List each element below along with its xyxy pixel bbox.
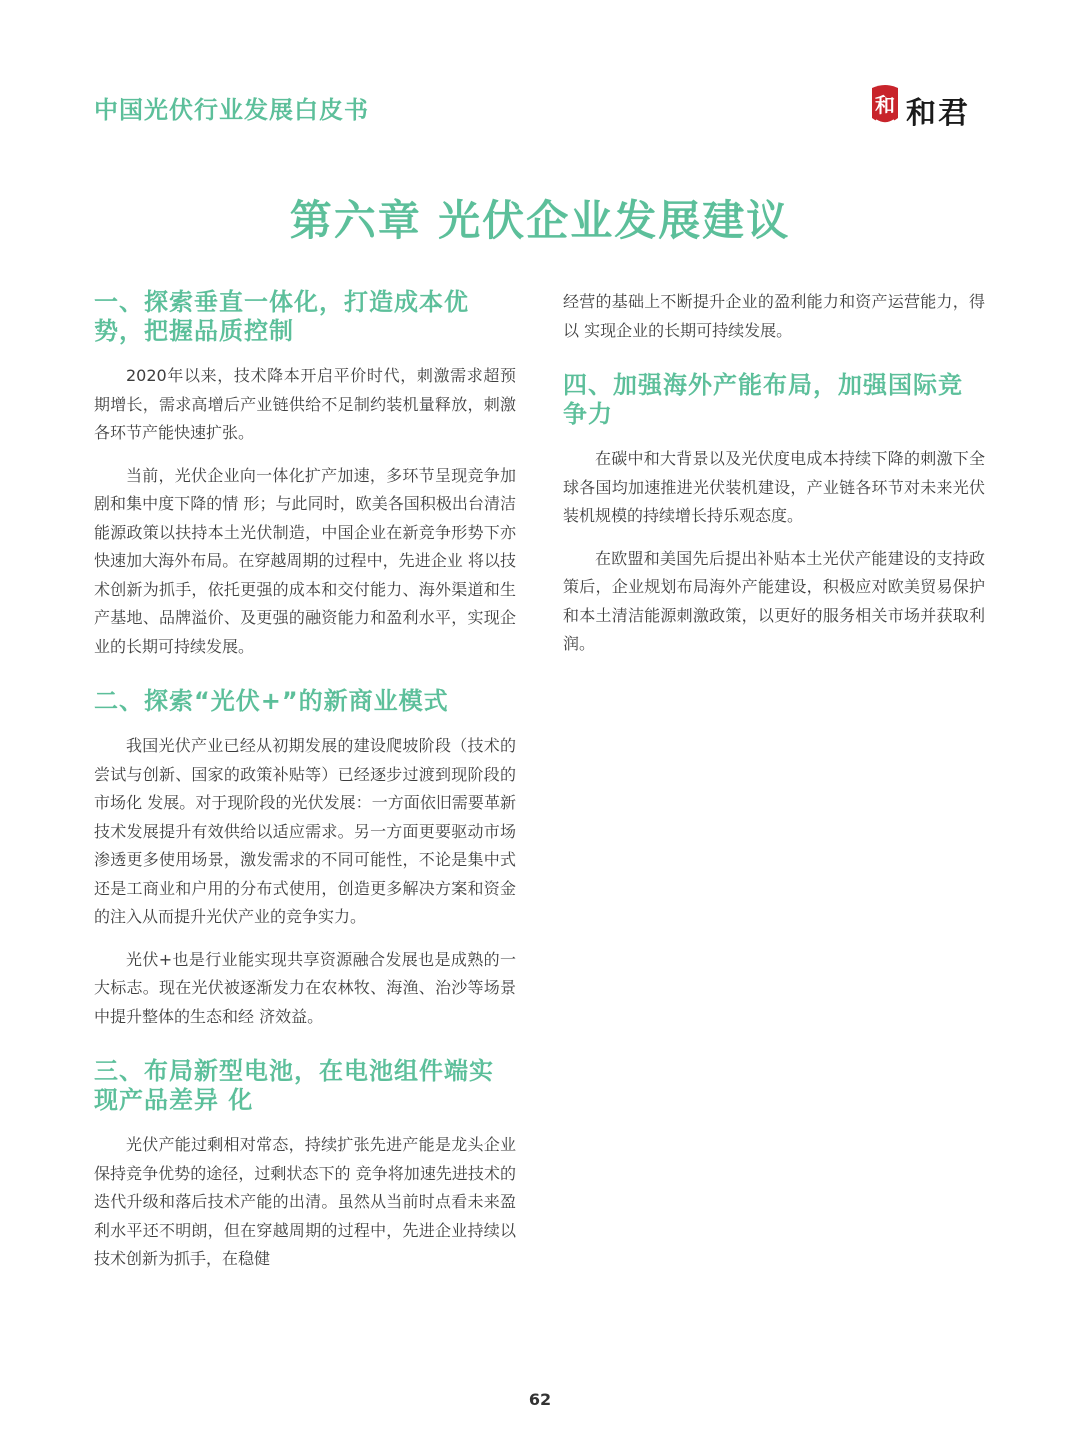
right-column [563, 288, 985, 673]
section-2-paragraph-2: 光伏+也是行业能实现共享资源融合发展也是成熟的一大标志。现在光伏被逐渐发力在农林牧、海渔、治沙等场景中提升整体的生态和经 济效益。 [94, 949, 516, 1026]
document-title: 中国光伏行业发展白皮书 [94, 96, 369, 124]
page-number: 62 [528, 1390, 552, 1409]
section-3-continuation: 经营的基础上不断提升企业的盈利能力和资产运营能力，得以 实现企业的长期可持续发展。 [563, 292, 985, 340]
logo [868, 82, 988, 132]
section-4-paragraph-2: 在欧盟和美国先后提出补贴本土光伏产能建设的支持政策后，企业规划布局海外产能建设，积极应对欧美贸易保护和本土清洁能源刺激政策，以更好的服务相关市场并获取利润。 [563, 548, 985, 653]
chapter-title: 第六章 光伏企业发展建议 [289, 196, 791, 245]
seal-icon [868, 82, 902, 128]
section-heading-2: 二、探索“光伏+”的新商业模式 [94, 687, 449, 715]
section-heading-1: 一、探索垂直一体化，打造成本优势，把握品质控制 [94, 288, 469, 345]
section-3-paragraph-1: 光伏产能过剩相对常态，持续扩张先进产能是龙头企业保持竞争优势的途径，过剩状态下的 竞争将加速先进技术的迭代升级和落后技术产能的出清。虽然从当前时点看未来盈利水平还不明朗，但在穿越周期的过程中，先进企业持续以技术创新为抓手，在稳健 [94, 1135, 516, 1268]
section-4-paragraph-1: 在碳中和大背景以及光伏度电成本持续下降的刺激下全球各国均加速推进光伏装机建设，产业链各环节对未来光伏装机规模的持续增长持乐观态度。 [563, 449, 985, 525]
seal-char: 和 [875, 93, 895, 117]
left-column [94, 288, 516, 1288]
logo-text: 和君 [906, 96, 970, 131]
section-heading-4: 四、加强海外产能布局，加强国际竞争力 [563, 371, 963, 428]
section-1-paragraph-1: 2020年以来，技术降本开启平价时代，刺激需求超预期增长，需求高增后产业链供给不足制约装机量释放，刺激各环节产能快速扩张。 [94, 366, 516, 442]
section-2-paragraph-1: 我国光伏产业已经从初期发展的建设爬坡阶段（技术的尝试与创新、国家的政策补贴等）已经逐步过渡到现阶段的市场化 发展。对于现阶段的光伏发展：一方面依旧需要革新技术发展提升有效供给以适应需求。另一方面更要驱动市场渗透更多使用场景，激发需求的不同可能性，不论是集中式还是工商业和户用的分布式使用，创造更多解决方案和资金的注入从而提升光伏产业的竞争实力。 [94, 736, 516, 926]
section-heading-3: 三、布局新型电池，在电池组件端实现产品差异 化 [94, 1057, 494, 1114]
section-1-paragraph-2: 当前，光伏企业向一体化扩产加速，多环节呈现竞争加剧和集中度下降的情 形；与此同时，欧美各国积极出台清洁能源政策以扶持本土光伏制造，中国企业在新竞争形势下亦快速加大海外布局。在穿越周期的过程中，先进企业 将以技术创新为抓手，依托更强的成本和交付能力、海外渠道和生产基地、品牌溢价、及更强的融资能力和盈利水平，实现企业的长期可持续发展。 [94, 465, 516, 656]
